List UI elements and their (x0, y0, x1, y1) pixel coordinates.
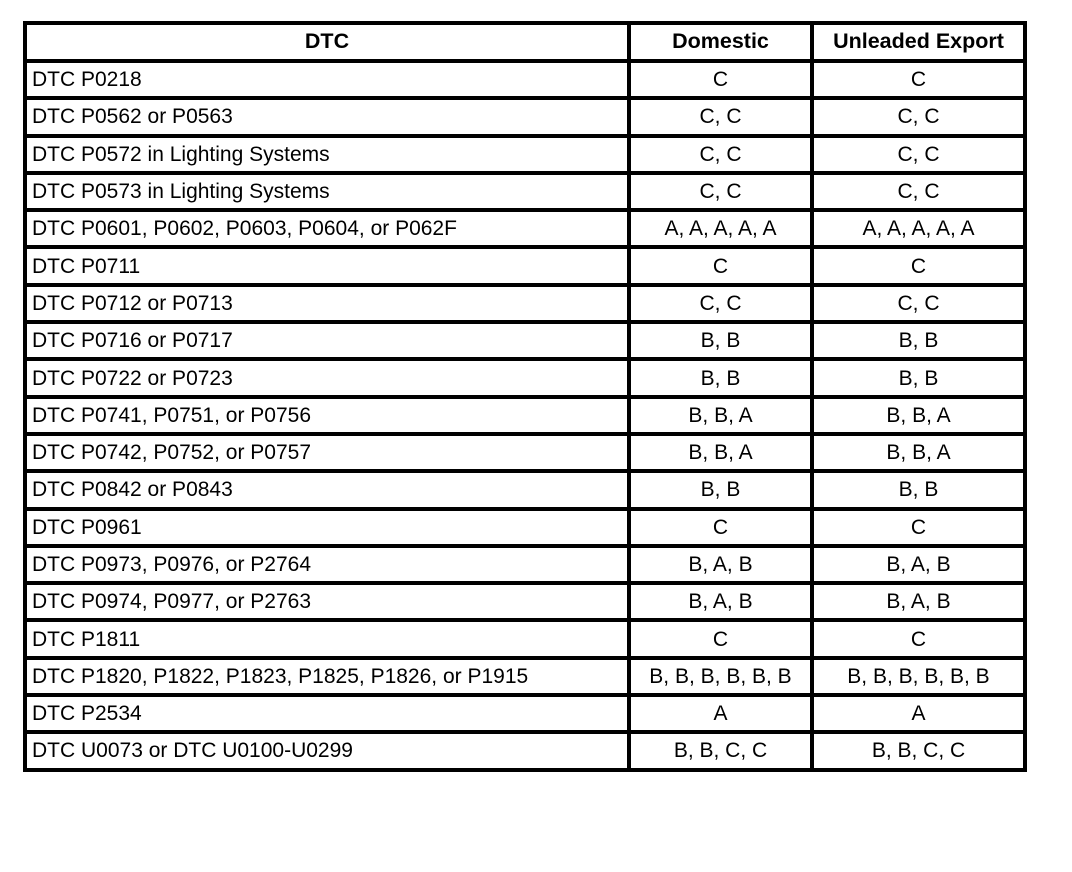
export-value-cell: B, B (812, 359, 1025, 396)
dtc-code-cell: DTC U0073 or DTC U0100-U0299 (25, 732, 629, 769)
domestic-value-cell: A, A, A, A, A (629, 210, 812, 247)
export-value-cell: B, B, C, C (812, 732, 1025, 769)
dtc-code-cell: DTC P0572 in Lighting Systems (25, 136, 629, 173)
table-row (25, 732, 1025, 769)
table-row (25, 620, 1025, 657)
export-value-cell: B, A, B (812, 546, 1025, 583)
export-value-cell: C (812, 247, 1025, 284)
table-row (25, 322, 1025, 359)
table-row (25, 136, 1025, 173)
table-row (25, 658, 1025, 695)
dtc-code-cell: DTC P0973, P0976, or P2764 (25, 546, 629, 583)
table-row (25, 285, 1025, 322)
domestic-value-cell: B, B, B, B, B, B (629, 658, 812, 695)
domestic-value-cell: B, A, B (629, 583, 812, 620)
export-value-cell: B, B (812, 322, 1025, 359)
header-row (25, 23, 1025, 61)
domestic-value-cell: B, B (629, 322, 812, 359)
domestic-value-cell: B, A, B (629, 546, 812, 583)
table-row (25, 509, 1025, 546)
export-value-cell: B, B, B, B, B, B (812, 658, 1025, 695)
dtc-code-cell: DTC P0711 (25, 247, 629, 284)
dtc-code-cell: DTC P0741, P0751, or P0756 (25, 397, 629, 434)
table-row (25, 173, 1025, 210)
domestic-value-cell: C (629, 509, 812, 546)
export-value-cell: B, B, A (812, 397, 1025, 434)
dtc-code-cell: DTC P1820, P1822, P1823, P1825, P1826, or P1915 (25, 658, 629, 695)
domestic-value-cell: C, C (629, 136, 812, 173)
domestic-value-cell: B, B (629, 471, 812, 508)
domestic-value-cell: C (629, 247, 812, 284)
dtc-code-cell: DTC P0573 in Lighting Systems (25, 173, 629, 210)
column-header-unleaded-export: Unleaded Export (812, 23, 1025, 61)
dtc-code-cell: DTC P0712 or P0713 (25, 285, 629, 322)
export-value-cell: C, C (812, 173, 1025, 210)
dtc-code-cell: DTC P0218 (25, 61, 629, 98)
domestic-value-cell: B, B, A (629, 434, 812, 471)
domestic-value-cell: C, C (629, 285, 812, 322)
export-value-cell: C, C (812, 136, 1025, 173)
column-header-domestic: Domestic (629, 23, 812, 61)
domestic-value-cell: B, B (629, 359, 812, 396)
domestic-value-cell: B, B, A (629, 397, 812, 434)
dtc-code-cell: DTC P1811 (25, 620, 629, 657)
domestic-value-cell: A (629, 695, 812, 732)
domestic-value-cell: C (629, 61, 812, 98)
table-row (25, 210, 1025, 247)
domestic-value-cell: B, B, C, C (629, 732, 812, 769)
export-value-cell: C (812, 620, 1025, 657)
dtc-code-cell: DTC P0601, P0602, P0603, P0604, or P062F (25, 210, 629, 247)
domestic-value-cell: C, C (629, 98, 812, 135)
export-value-cell: C, C (812, 98, 1025, 135)
table-row (25, 434, 1025, 471)
table-row (25, 695, 1025, 732)
dtc-code-cell: DTC P0722 or P0723 (25, 359, 629, 396)
dtc-code-cell: DTC P0961 (25, 509, 629, 546)
dtc-code-cell: DTC P2534 (25, 695, 629, 732)
dtc-code-cell: DTC P0842 or P0843 (25, 471, 629, 508)
dtc-code-cell: DTC P0742, P0752, or P0757 (25, 434, 629, 471)
table-row (25, 397, 1025, 434)
export-value-cell: C, C (812, 285, 1025, 322)
table-row (25, 98, 1025, 135)
table-row (25, 247, 1025, 284)
domestic-value-cell: C, C (629, 173, 812, 210)
dtc-table (23, 21, 1027, 772)
dtc-code-cell: DTC P0974, P0977, or P2763 (25, 583, 629, 620)
column-header-dtc: DTC (25, 23, 629, 61)
export-value-cell: B, B (812, 471, 1025, 508)
export-value-cell: A (812, 695, 1025, 732)
table-row (25, 61, 1025, 98)
table-row (25, 583, 1025, 620)
export-value-cell: C (812, 61, 1025, 98)
dtc-code-cell: DTC P0562 or P0563 (25, 98, 629, 135)
table-row (25, 359, 1025, 396)
export-value-cell: B, B, A (812, 434, 1025, 471)
table-row (25, 546, 1025, 583)
dtc-code-cell: DTC P0716 or P0717 (25, 322, 629, 359)
table-row (25, 471, 1025, 508)
export-value-cell: A, A, A, A, A (812, 210, 1025, 247)
export-value-cell: B, A, B (812, 583, 1025, 620)
domestic-value-cell: C (629, 620, 812, 657)
export-value-cell: C (812, 509, 1025, 546)
